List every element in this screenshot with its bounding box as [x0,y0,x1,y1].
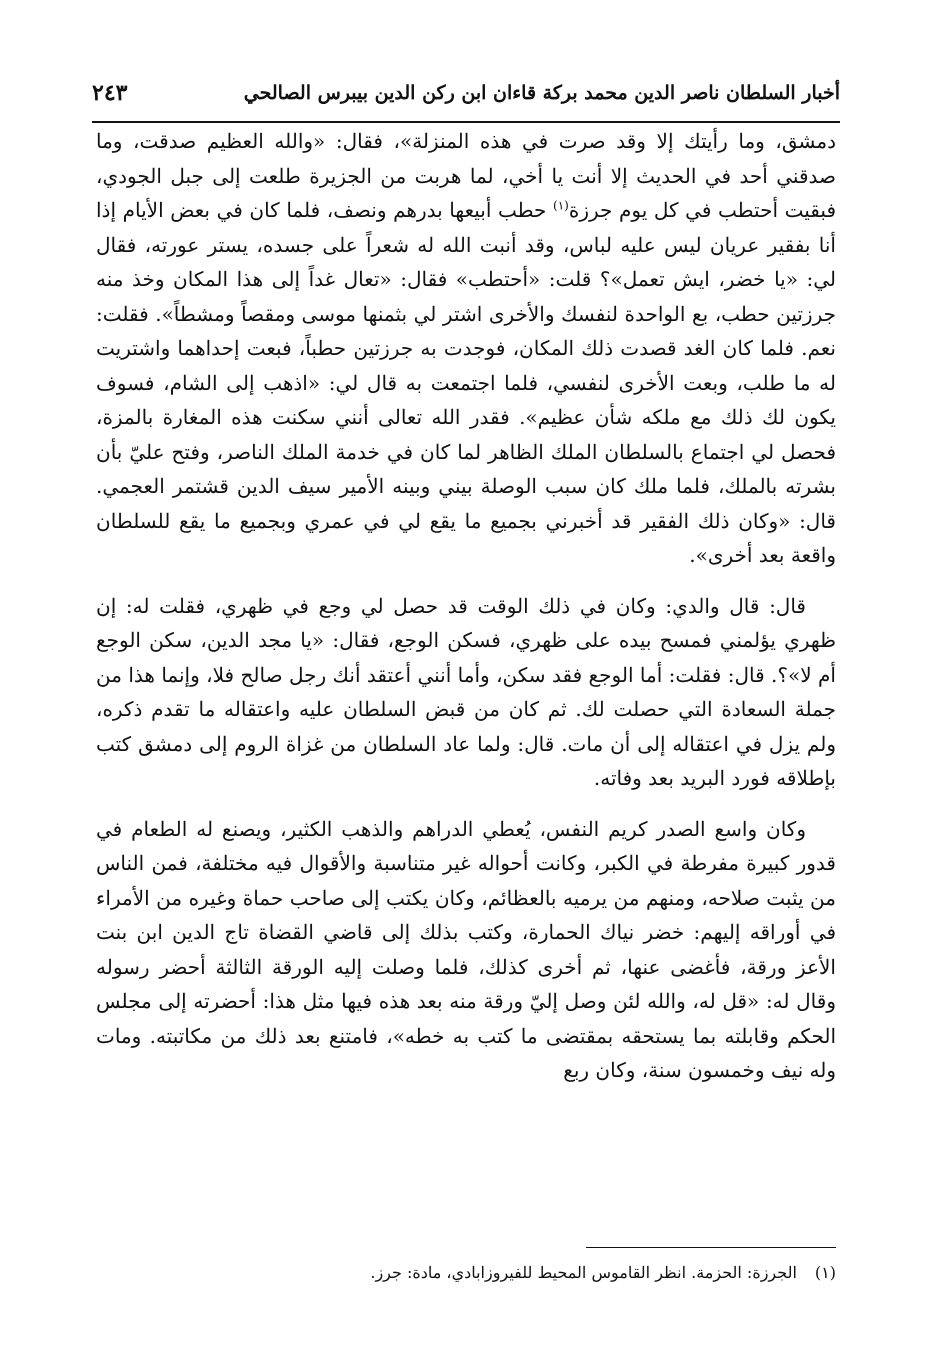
header-divider [92,121,840,123]
paragraph: قال: قال والدي: وكان في ذلك الوقت قد حصل لي وجع في ظهري، فقلت له: إن ظهري يؤلمني فمسح بيده على ظهري، فسكن الوجع، فقال: «يا مجد الدين، سكن الوجع أم لا»؟. قال: فقلت: أما الوجع فقد سكن، وأما أنني أعتقد أنك رجل صالح فلا، وإنما هذا من جملة السعادة التي حصلت لك. ثم كان من قبض السلطان عليه واعتقاله ما تقدم ذكره، ولم يزل في اعتقاله إلى أن مات. قال: ولما عاد السلطان من غزاة الروم إلى دمشق كتب بإطلاقه فورد البريد بعد وفاته. [96,593,836,790]
main-text [96,124,836,1088]
footnote-divider [586,1247,836,1248]
paragraph: وكان واسع الصدر كريم النفس، يُعطي الدراهم والذهب الكثير، ويصنع له الطعام في قدور كبيرة مفرطة في الكبر، وكانت أحواله غير متناسبة والأقوال فيه مختلفة، فمن الناس من يثبت صلاحه، ومنهم من يرميه بالعظائم، وكان يكتب إلى صاحب حماة وغيره من الأمراء في أوراقه إليهم: خضر نياك الحمارة، وكتب بذلك إلى قاضي القضاة تاج الدين ابن بنت الأعز ورقة، فأغضى عنها، ثم أخرى كذلك، فلما وصلت إليه الورقة الثالثة أحضر رسوله وقال له: «قل له، والله لئن وصل إليّ ورقة منه بعد هذه فيها مثل هذا: أحضرته إلى مجلس الحكم وقابلته بما يستحقه بمقتضى ما كتب به خطه»، فامتنع بعد ذلك من مكاتبته. ومات وله نيف وخمسون سنة، وكان ربع [96,816,836,1082]
paragraph-text: دمشق، وما رأيتك إلا وقد صرت في هذه المنزلة»، فقال: «والله العظيم صدقت، وما صدقني أحد في الحديث إلا أنت يا أخي، لما هربت من الجزيرة طلعت إلى جبل الجودي، فبقيت أحتطب في كل يوم جرزة [96,129,836,222]
footnote-marker: (١) [814,1263,836,1282]
running-header [92,78,840,118]
footnote-text: الجرزة: الحزمة. انظر القاموس المحيط للفيروزابادي، مادة: جرز. [370,1263,797,1282]
paragraph-text: حطب أبيعها بدرهم ونصف، فلما كان في بعض الأيام إذا أنا بفقير عريان ليس عليه لباس، وقد أنبت الله له شعراً على جسده، يستر عورته، فقال لي: «يا خضر، ايش تعمل»؟ قلت: «أحتطب» فقال: «تعال غداً إلى هذا المكان وخذ منه جرزتين حطب، بع الواحدة لنفسك والأخرى اشتر لي بثمنها موسى ومقصاً ومشطاً». فقلت: نعم. فلما كان الغد قصدت ذلك المكان، فوجدت به جرزتين حطباً، فبعت إحداهما واشتريت له ما طلب، وبعت الأخرى لنفسي، فلما اجتمعت به قال لي: «اذهب إلى الشام، فسوف يكون لك ذلك مع ملكه شأن عظيم». فقدر الله تعالى أنني سكنت هذه المغارة بالمزة، فحصل لي اجتماع بالسلطان الملك الظاهر لما كان في خدمة الملك الناصر، وفتح عليّ بأن بشرته بالملك، فلما ملك كان سبب الوصلة بيني وبينه الأمير سيف الدين قشتمر العجمي. قال: «وكان ذلك الفقير قد أخبرني بجميع ما يقع لي في عمري وبجميع ما يقع للسلطان واقعة بعد أخرى». [96,198,836,567]
page-number: ٢٤٣ [92,80,128,106]
paragraph [96,124,836,573]
footnote [96,1262,836,1284]
running-title: أخبار السلطان ناصر الدين محمد بركة قاءان ابن ركن الدين بيبرس الصالحي [243,82,840,104]
footnote-reference: (١) [553,198,569,213]
